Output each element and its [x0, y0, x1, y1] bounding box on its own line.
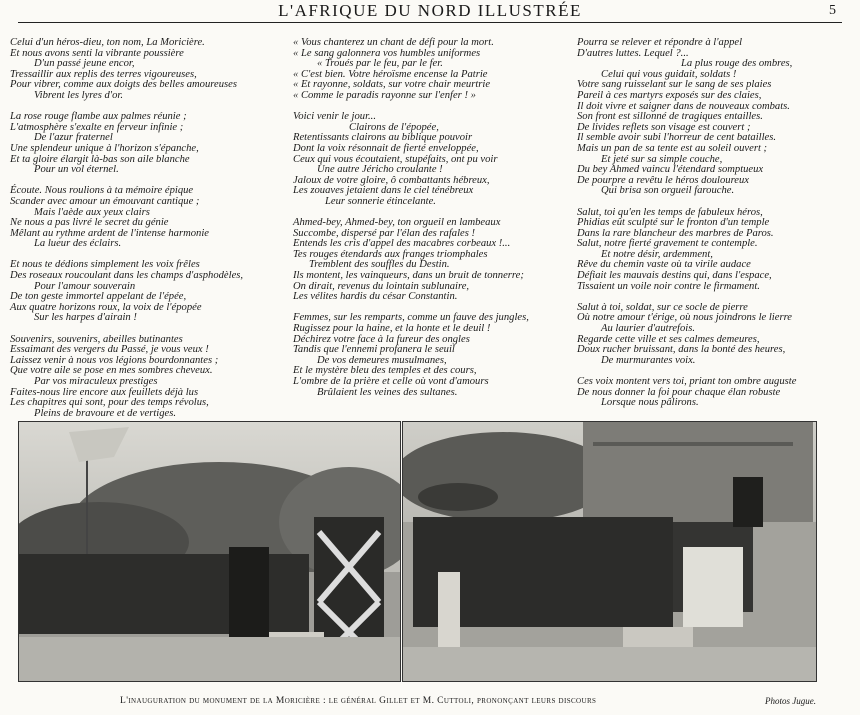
poem-line: Pleins de bravoure et de vertiges.	[34, 407, 176, 419]
poem-line: Scander avec amour un émouvant cantique ;	[10, 195, 200, 207]
poem-column-3	[577, 38, 852, 409]
poem-line: De livides reflets son visage est couvert ;	[577, 121, 751, 133]
photo-caption: L'inauguration du monument de la Moricière : le général Gillet et M. Cuttoli, prononçant leurs discours	[120, 696, 597, 706]
poem-line: D'autres luttes. Lequel ?...	[577, 47, 689, 59]
poem-line: Tandis que l'ennemi profanera le seuil	[293, 344, 455, 356]
poem-line: Jaloux de votre gloire, ô combattants hébreux,	[293, 174, 490, 186]
poem-line: Essaimant des vergers du Passé, je vous veux !	[10, 344, 209, 356]
journal-title: L'AFRIQUE DU NORD ILLUSTRÉE	[278, 1, 582, 20]
poem-line: Et nous te dédions simplement les voix frêles	[10, 259, 200, 271]
poem-line: Les vélites hardis du césar Constantin.	[293, 291, 458, 303]
poem-line: « Troués par le feu, par le fer.	[317, 58, 443, 70]
poem-line: Ahmed-bey, Ahmed-bey, ton orgueil en lambeaux	[293, 217, 501, 229]
poem-line: Souvenirs, souvenirs, abeilles butinantes	[10, 333, 183, 345]
poem-line: La lueur des éclairs.	[34, 238, 122, 250]
poem-line: Tes rouges étendards aux franges triomphales	[293, 248, 488, 260]
poem-line: L'ombre de la prière et celle où vont d'amours	[293, 376, 489, 387]
poem-line: Il doit vivre et saigner dans de nouveaux combats.	[577, 100, 790, 112]
poem-line: Une splendeur unique à l'horizon s'épanche,	[10, 142, 199, 154]
poem-line: Salut, notre fierté gravement te contemple.	[577, 238, 758, 250]
poem-line: Sur les harpes d'airain !	[34, 312, 137, 324]
poem-line: De murmurantes voix.	[601, 354, 696, 366]
poem-line: Entends les cris d'appel des macabres corbeaux !...	[293, 238, 511, 250]
poem-line: D'un passé jeune encor,	[34, 58, 135, 70]
poem-line: Celui d'un héros-dieu, ton nom, La Moricière.	[10, 37, 205, 48]
poem-line: Du bey Ahmed vaincu l'étendard somptueux	[577, 164, 764, 176]
poem-line: Pour un vol éternel.	[34, 164, 119, 176]
poem-line: L'atmosphère s'exalte en ferveur infinie ;	[10, 121, 184, 133]
poem-line: « Et rayonne, soldats, sur votre chair meurtrie	[293, 79, 491, 91]
poem-line: Il semble avoir subi l'horreur de cent batailles.	[577, 132, 777, 144]
poem-line: Ceux qui vous écoutaient, stupéfaits, ont pu voir	[293, 153, 498, 165]
poem-line: De vos demeures musulmanes,	[317, 354, 447, 366]
poem-line: Pourra se relever et répondre à l'appel	[577, 37, 743, 48]
poem-line: Pareil à ces martyrs exposés sur des claies,	[577, 89, 762, 101]
poem-line: Succombe, dispersé par l'élan des rafales !	[293, 227, 476, 239]
poem-line: Les chapitres qui sont, pour des temps révolus,	[10, 397, 209, 409]
page-header	[18, 0, 842, 23]
poem-line	[577, 197, 852, 208]
poem-line: De pourpre a revêtu le héros douloureux	[577, 174, 750, 186]
poem-line: « Comme le paradis rayonne sur l'enfer ! »	[293, 89, 476, 101]
photo-cuttoli-speech	[402, 421, 817, 682]
poem-line: Les zouaves jetaient dans le ciel ténébreux	[293, 185, 474, 197]
poem-line: Salut à toi, soldat, sur ce socle de pierre	[577, 301, 748, 313]
poem-line: Rêve du chemin vaste où ta virile audace	[577, 259, 751, 271]
photo-right-image	[403, 422, 816, 681]
poem-line: Dont la voix résonnait de fierté enveloppée,	[293, 142, 479, 154]
poem-line: Femmes, sur les remparts, comme un fauve des jungles,	[293, 312, 529, 324]
poem-line: Qui brisa son orgueil farouche.	[601, 185, 735, 197]
photo-general-gillet-speech	[18, 421, 401, 682]
poem-line: Tressaillir aux replis des terres vigoureuses,	[10, 68, 197, 80]
poem-line: Une autre Jéricho croulante !	[317, 164, 443, 176]
poem-line: Brûlaient les veines des sultanes.	[317, 386, 458, 398]
poem-line: Mêlant au rythme ardent de l'intense harmonie	[10, 227, 209, 239]
poem-line: Déchirez votre face à la fureur des ongles	[293, 333, 470, 345]
poem-line: Votre sang ruisselant sur le sang de ses plaies	[577, 79, 772, 91]
poem-line: Où notre amour t'érige, où nous joindrons le lierre	[577, 312, 793, 324]
poem-line: Voici venir le jour...	[293, 111, 376, 123]
poem-line: Laissez venir à nous vos légions bourdonnantes ;	[10, 354, 219, 366]
poem-line: Et notre désir, ardemment,	[601, 248, 713, 260]
poem-line: Leur sonnerie étincelante.	[325, 195, 436, 207]
poem-line: Des roseaux roucoulant dans les champs d'asphodèles,	[10, 270, 244, 282]
poem-line: La rose rouge flambe aux palmes réunie ;	[10, 111, 187, 123]
poem-line: Celui qui vous guidait, soldats !	[601, 68, 737, 80]
poem-line: Défiait les mauvais destins qui, dans l'espace,	[577, 270, 772, 282]
poem-line: Que votre aile se pose en mes sombres cheveux.	[10, 365, 213, 377]
poem-line: Lorsque nous pâlirons.	[601, 397, 699, 409]
poem-line: Salut, toi qu'en les temps de fabuleux héros,	[577, 206, 763, 218]
photo-block	[18, 421, 815, 680]
poem-line: Clairons de l'épopée,	[349, 121, 439, 133]
poem-line: Mais un pan de sa tente est au soleil ouvert ;	[577, 142, 768, 154]
poem-line: Rugissez pour la haine, et la honte et le deuil !	[293, 323, 491, 335]
poem-line: De nous donner la foi pour chaque élan robuste	[577, 386, 781, 398]
poem-line: Et le mystère bleu des temples et des cours,	[293, 365, 477, 377]
poem-line: Phidias eût sculpté sur le fronton d'un temple	[577, 217, 770, 229]
poem-line: De l'azur fraternel	[34, 132, 113, 144]
page-number: 5	[829, 3, 836, 18]
poem-line: Doux rucher bruissant, dans la bonté des heures,	[577, 344, 786, 356]
poem-line: Ces voix montent vers toi, priant ton ombre auguste	[577, 376, 797, 387]
poem-line: Et jeté sur sa simple couche,	[601, 153, 723, 165]
poem-line: Mais l'aède aux yeux clairs	[34, 206, 150, 218]
poem-line: Au laurier d'autrefois.	[601, 323, 695, 335]
poem-line: Tissaient un voile noir contre le firmament.	[577, 280, 760, 292]
poem-line: Regarde cette ville et ses calmes demeures,	[577, 333, 760, 345]
poem-line: Aux quatre horizons roux, la voix de l'épopée	[10, 301, 202, 313]
poem-line: Écoute. Nous roulions à ta mémoire épique	[10, 185, 194, 197]
poem-line: Pour l'amour souverain	[34, 280, 136, 292]
poem-column-1	[10, 38, 288, 419]
photo-left-image	[19, 422, 400, 681]
photo-credit: Photos Jugue.	[765, 696, 816, 706]
poem-line: La plus rouge des ombres,	[681, 58, 793, 70]
poem-line: Ils montent, les vainqueurs, dans un bruit de tonnerre;	[293, 270, 524, 282]
poem-line: Retentissants clairons au biblique pouvoir	[293, 132, 473, 144]
poem-line: On dirait, revenus du lointain sublunaire,	[293, 280, 470, 292]
poem-line: « Vous chanterez un chant de défi pour la mort.	[293, 37, 494, 48]
poem-line: Tremblent des souffles du Destin.	[309, 259, 450, 271]
poem-line: Son front est sillonné de tragiques entailles.	[577, 111, 763, 123]
poem-line: « Le sang galonnera vos humbles uniformes	[293, 47, 481, 59]
poem-line: Vibrent les lyres d'or.	[34, 89, 123, 101]
poem-line: Par vos miraculeux prestiges	[34, 376, 158, 387]
poem-line: De ton geste immortel appelant de l'épée,	[10, 291, 187, 303]
poem-line: Dans la rare blancheur des marbres de Paros.	[577, 227, 774, 239]
poem-line: Et nous avons senti la vibrante poussière	[10, 47, 184, 59]
poem-line: « C'est bien. Votre héroïsme encense la Patrie	[293, 68, 488, 80]
poem-line: Ne nous a pas livré le secret du génie	[10, 217, 169, 229]
poem-line: Faites-nous lire encore aux feuillets déjà lus	[10, 386, 199, 398]
poem-column-2	[293, 38, 575, 398]
poem-line: Pour vibrer, comme aux doigts des belles amoureuses	[10, 79, 237, 91]
poem-line: Et ta gloire élargit là-bas son aile blanche	[10, 153, 190, 165]
